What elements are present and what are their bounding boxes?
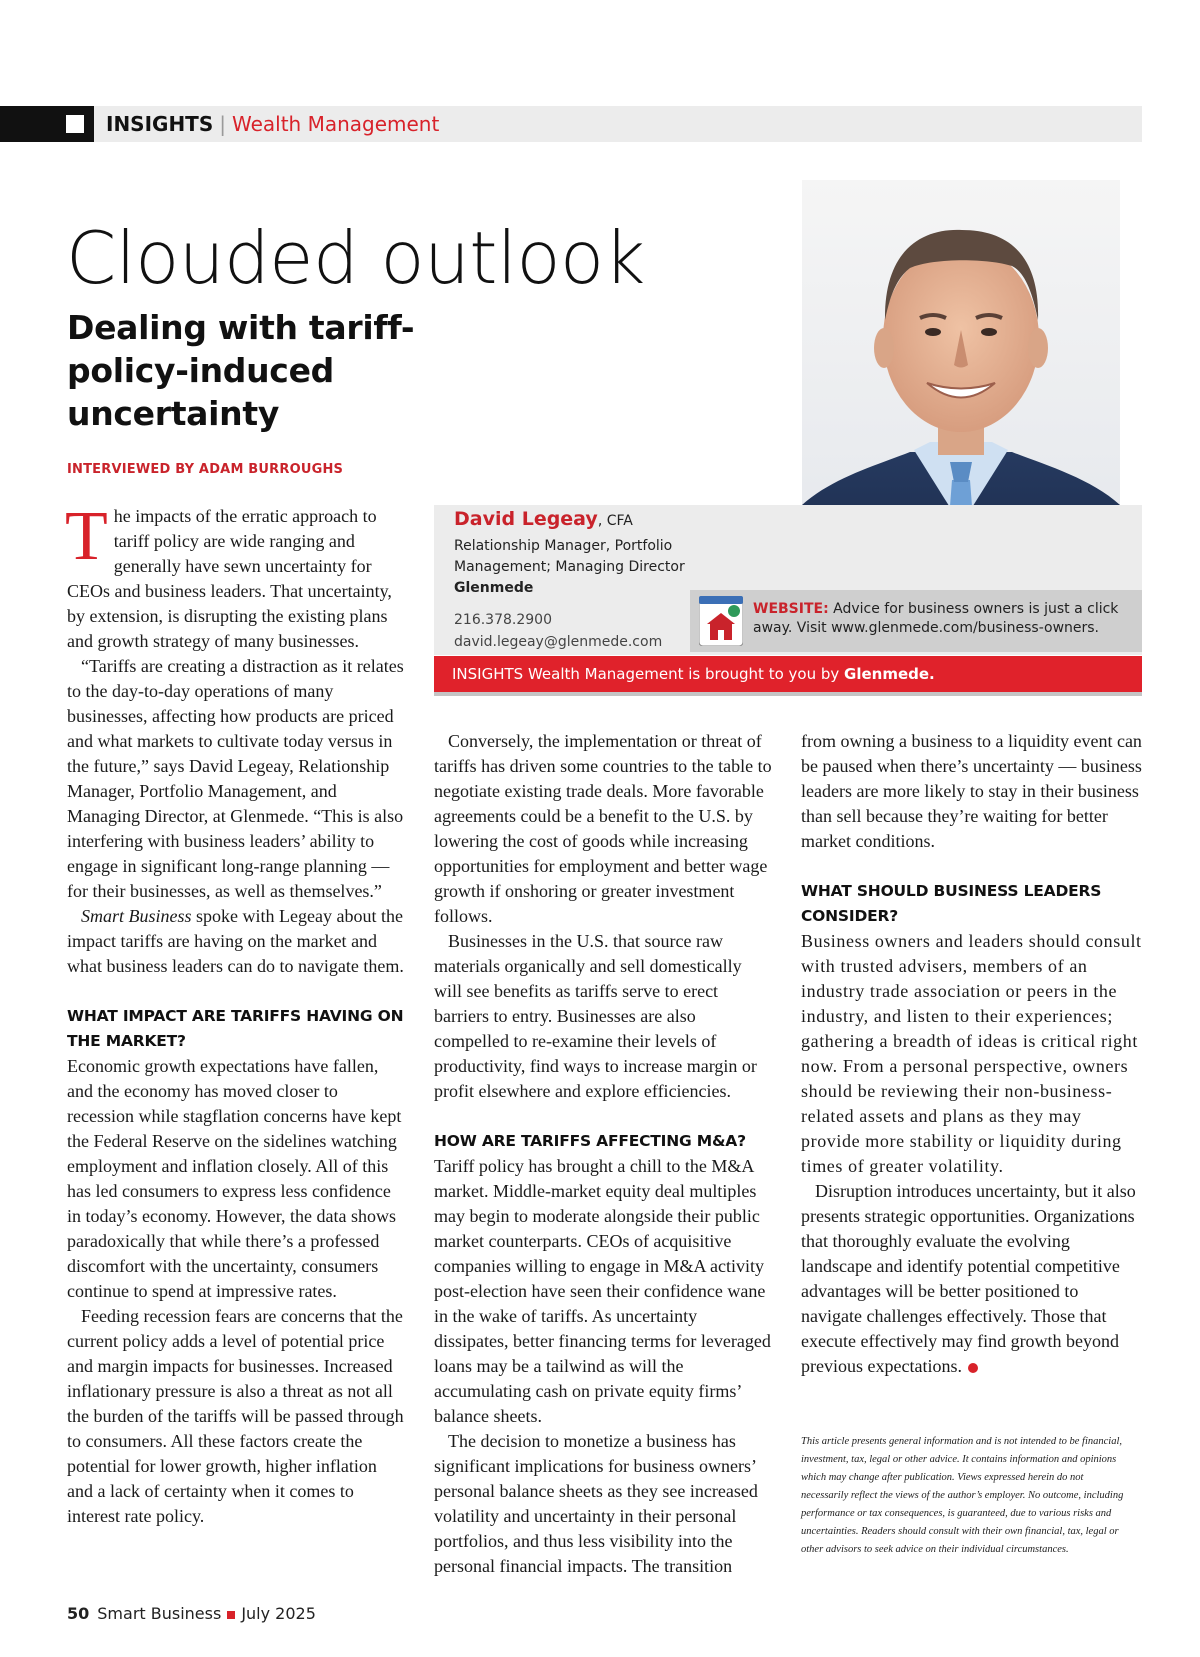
section-heading: HOW ARE TARIFFS AFFECTING M&A? (434, 1132, 746, 1150)
profile-name-line (454, 508, 633, 530)
disclaimer: This article presents general information and is not intended to be financial, investment, tax, legal or other advice. It contains information and opinions which may change after publication. Views expressed herein do not necessarily reflect the views of the author’s employer. No outcome, including performance or tax consequences, is guaranteed, due to various risks and uncertainties. Readers should consult with their own financial, tax, legal or other advisors to seek advice on their individual circumstances. (801, 1436, 1124, 1555)
publication-name: Smart Business (97, 1604, 222, 1623)
end-mark-icon (968, 1363, 978, 1373)
paragraph: Business owners and leaders should consult with trusted advisers, members of an industry trade association or peers in the industry, and listen to their experiences; gathering a breadth of ideas is critical right now. From a personal perspective, owners should be reviewing their non-business-related assets and plans as they may provide more stability or liquidity during times of greater volatility. (801, 931, 1142, 1176)
paragraph: Tariff policy has brought a chill to the M&A market. Middle-market equity deal multiples may begin to moderate alongside their public market counterparts. CEOs of acquisitive companies willing to engage in M&A activity post-election have seen their confidence wane in the wake of tariffs. As uncertainty dissipates, better financing terms for leveraged loans may be a tailwind as will the accumulating cash on private equity firms’ balance sheets. (434, 1156, 771, 1426)
paragraph (801, 1179, 1142, 1379)
paragraph (65, 498, 405, 654)
paragraph: Conversely, the implementation or threat of tariffs has driven some countries to the table to negotiate existing trade deals. More favorable agreements could be a benefit to the U.S. by lowering the cost of goods while increasing opportunities for employment and better wage growth if onshoring or greater investment follows. (434, 731, 772, 926)
paragraph: “Tariffs are creating a distraction as it relates to the day-to-day operations of many businesses, affecting how products are priced and what markets to cultivate today versus in the future,” says David Legeay, Relationship Manager, Portfolio Management, and Managing Director, at Glenmede. “This is also interfering with business leaders’ ability to engage in significant long-range planning — for their businesses, as well as themselves.” (67, 656, 404, 901)
section-header-block (0, 106, 94, 142)
website-text (753, 600, 1138, 638)
sponsor-banner (434, 656, 1142, 696)
paragraph: from owning a business to a liquidity event can be paused when there’s uncertainty — business leaders are more likely to stay in their business than sell because they’re waiting for better market conditions. (801, 731, 1142, 851)
paragraph-text: Disruption introduces uncertainty, but it also presents strategic opportunities. Organizations that thoroughly evaluate the evolving landscape and identify potential competitive advantages will be better positioned to navigate challenges effectively. Those that execute effectively may find growth beyond previous expectations. (801, 1181, 1136, 1376)
section-header-text (106, 111, 439, 137)
sponsor-lead: INSIGHTS Wealth Management is brought to you by (452, 665, 845, 683)
paragraph: Feeding recession fears are concerns that the current policy adds a level of potential price and margin impacts for businesses. Increased inflationary pressure is also a threat as not all the burden of the tariffs will be passed through to consumers. All these factors create the potential for lower growth, higher inflation and a lack of certainty when it comes to interest rate policy. (67, 1306, 404, 1526)
page-footer (67, 1604, 316, 1623)
article-subtitle: Dealing with tariff-policy-induced uncertainty (67, 308, 415, 433)
publication-name: Smart Business (81, 906, 192, 926)
sponsor-brand: Glenmede. (844, 665, 935, 683)
paragraph-text: spoke with Legeay about the impact tariffs are having on the market and what business leaders can do to navigate them. (67, 906, 404, 976)
section-separator: | (219, 112, 226, 136)
subsection-label: Wealth Management (231, 112, 440, 136)
paragraph: Economic growth expectations have fallen, and the economy has moved closer to recession while stagflation concerns have kept the Federal Reserve on the sidelines watching employment and inflation closely. All of this has led consumers to express less confidence in today’s economy. However, the data shows paradoxically that while there’s a professed discomfort with the uncertainty, consumers continue to spend at impressive rates. (67, 1056, 402, 1301)
article-byline: INTERVIEWED BY ADAM BURROUGHS (67, 462, 344, 477)
profile-phone: 216.378.2900 (454, 612, 552, 628)
profile-email-link[interactable]: david.legeay@glenmede.com (454, 634, 663, 650)
paragraph-text: he impacts of the erratic approach to tariff policy are wide ranging and generally have sewn uncertainty for CEOs and business leaders. That uncertainty, by extension, is disrupting the existing plans and growth strategy of many businesses. (67, 506, 392, 651)
profile-title: Relationship Manager, Portfolio Management; Managing Director (454, 538, 685, 575)
profile-name: David Legeay (454, 508, 598, 530)
sponsor-text (452, 665, 935, 683)
page-number: 50 (67, 1604, 90, 1623)
section-heading: WHAT SHOULD BUSINESS LEADERS CONSIDER? (801, 882, 1102, 925)
square-bullet-icon (227, 1611, 235, 1619)
section-heading: WHAT IMPACT ARE TARIFFS HAVING ON THE MARKET? (67, 1007, 404, 1050)
website-house-icon (699, 596, 743, 646)
paragraph: The decision to monetize a business has significant implications for business owners’ personal balance sheets as they see increased volatility and uncertainty in their personal portfolios, and thus less visibility into the personal financial impacts. The transition (434, 1431, 758, 1576)
article-title: Clouded outlook (66, 216, 645, 300)
website-description: Advice for business owners is just a click away. Visit www.glenmede.com/business-owners. (753, 601, 1119, 636)
website-label: WEBSITE: (753, 601, 829, 617)
square-icon (66, 115, 84, 133)
paragraph (67, 904, 405, 979)
profile-credential: , CFA (597, 513, 633, 529)
issue-date: July 2025 (241, 1604, 316, 1623)
profile-company: Glenmede (454, 580, 534, 596)
paragraph: Businesses in the U.S. that source raw materials organically and sell domestically will see benefits as tariffs serve to erect barriers to entry. Businesses are also compelled to re-examine their levels of productivity, find ways to increase margin or profit elsewhere and explore efficiencies. (434, 931, 757, 1101)
section-header-bar (0, 106, 1142, 142)
drop-cap: T (65, 498, 108, 575)
article-column-1 (65, 498, 405, 1529)
article-column-2 (434, 729, 772, 1579)
website-callout[interactable] (690, 590, 1142, 652)
article-column-3 (801, 729, 1142, 1379)
section-label: INSIGHTS (106, 112, 214, 136)
